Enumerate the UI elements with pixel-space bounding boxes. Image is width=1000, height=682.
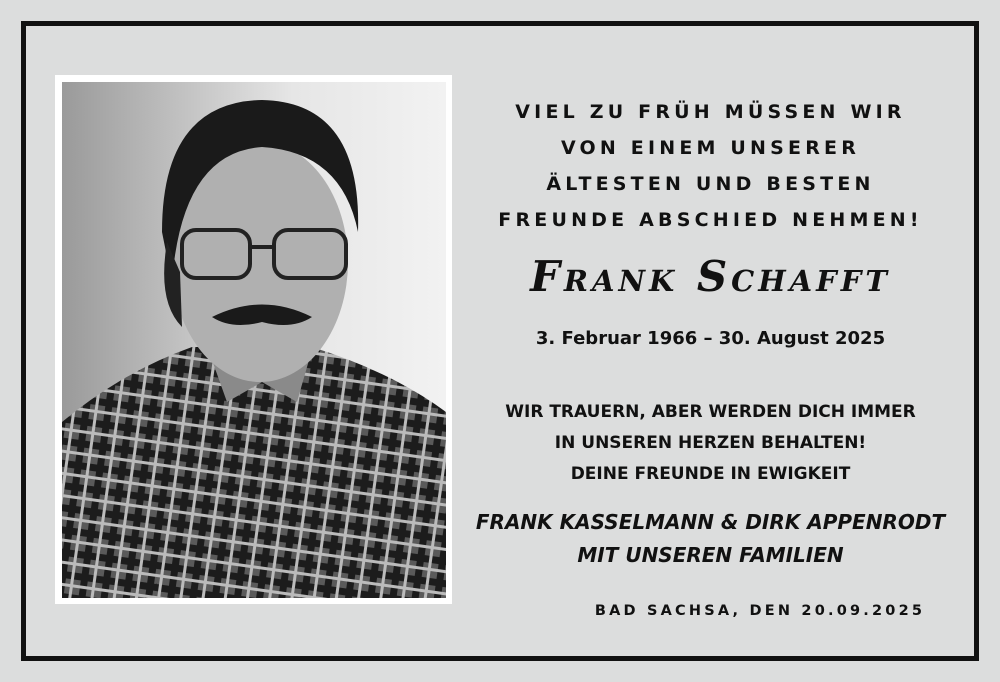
mourning-line: WIR TRAUERN, ABER WERDEN DICH IMMER	[505, 402, 916, 422]
signatory-line: FRANK KASSELMANN & DIRK APPENRODT	[475, 510, 946, 534]
portrait-photo	[62, 82, 446, 598]
signatory-line: MIT UNSEREN FAMILIEN	[577, 543, 844, 567]
life-dates: 3. Februar 1966 – 30. August 2025	[535, 328, 886, 349]
mourning-line: IN UNSEREN HERZEN BEHALTEN!	[554, 433, 867, 453]
portrait-photo-frame	[55, 75, 452, 604]
headline-line: FREUNDE ABSCHIED NEHMEN!	[498, 209, 923, 231]
place-and-date: BAD SACHSA, DEN 20.09.2025	[594, 603, 926, 619]
mourning-line: DEINE FREUNDE IN EWIGKEIT	[570, 464, 851, 484]
mourning-text	[458, 397, 963, 490]
deceased-name: Frank Schafft	[530, 252, 891, 301]
headline-line: VON EINEM UNSERER	[560, 137, 861, 159]
headline	[458, 94, 963, 238]
signatories	[458, 506, 963, 572]
headline-line: VIEL ZU FRÜH MÜSSEN WIR	[515, 101, 906, 123]
headline-line: ÄLTESTEN UND BESTEN	[546, 173, 875, 195]
